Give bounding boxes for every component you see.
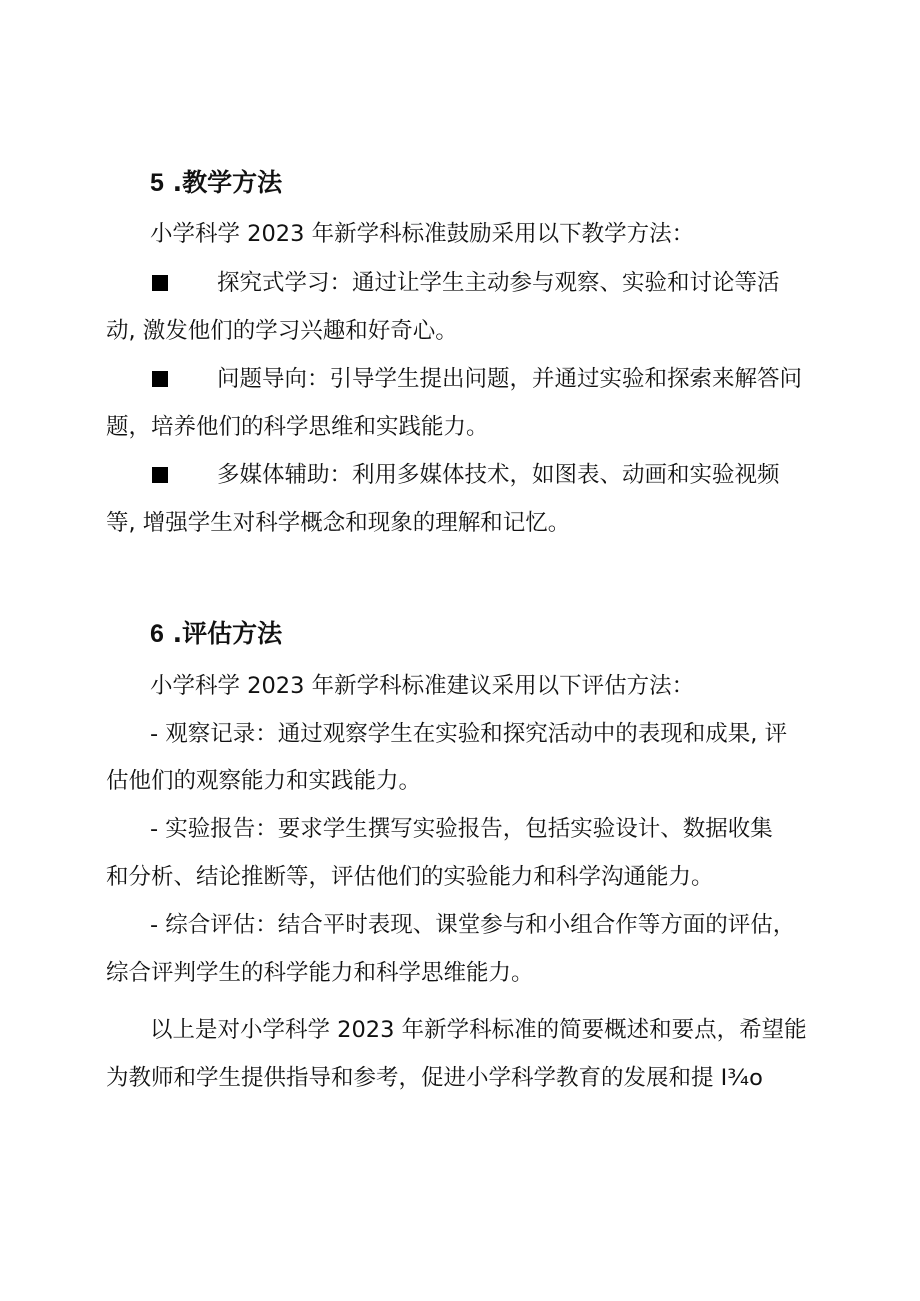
section-6-intro: 小学科学 2023 年新学科标准建议采用以下评估方法： xyxy=(150,673,695,699)
method-item-line-2: 等, 增强学生对科学概念和现象的理解和记忆。 xyxy=(106,510,571,536)
method-item-line-2: 题，培养他们的科学思维和实践能力。 xyxy=(106,414,489,440)
assessment-item-line-2: 和分析、结论推断等，评估他们的实验能力和科学沟通能力。 xyxy=(106,864,714,890)
square-bullet-icon xyxy=(152,275,168,291)
square-bullet-icon xyxy=(152,371,168,387)
section-6-title: .评估方法 xyxy=(172,619,283,648)
section-5-heading xyxy=(150,167,282,199)
assessment-item-line-1: - 综合评估：结合平时表现、课堂参与和小组合作等方面的评估， xyxy=(150,912,796,938)
method-item-line-2: 动, 激发他们的学习兴趣和好奇心。 xyxy=(106,318,458,344)
assessment-item-line-1: - 观察记录：通过观察学生在实验和探究活动中的表现和成果, 评 xyxy=(150,721,788,747)
section-5-title: .教学方法 xyxy=(172,168,283,197)
method-item-line-1: 问题导向：引导学生提出问题，并通过实验和探索来解答问 xyxy=(217,366,803,392)
assessment-item-line-2: 估他们的观察能力和实践能力。 xyxy=(106,768,422,794)
section-5-number: 5 xyxy=(150,169,164,197)
conclusion-line-1: 以上是对小学科学 2023 年新学科标准的简要概述和要点，希望能 xyxy=(150,1017,807,1043)
square-bullet-icon xyxy=(152,467,168,483)
assessment-item-line-2: 综合评判学生的科学能力和科学思维能力。 xyxy=(106,960,534,986)
section-5-intro: 小学科学 2023 年新学科标准鼓励采用以下教学方法： xyxy=(150,221,695,247)
assessment-item-line-1: - 实验报告：要求学生撰写实验报告，包括实验设计、数据收集 xyxy=(150,816,773,842)
conclusion-line-2: 为教师和学生提供指导和参考，促进小学科学教育的发展和提 I¾o xyxy=(106,1065,763,1091)
method-item-line-1: 探究式学习：通过让学生主动参与观察、实验和讨论等活 xyxy=(217,270,780,296)
section-6-number: 6 xyxy=(150,620,164,648)
method-item-line-1: 多媒体辅助：利用多媒体技术，如图表、动画和实验视频 xyxy=(217,462,780,488)
section-6-heading xyxy=(150,618,282,650)
